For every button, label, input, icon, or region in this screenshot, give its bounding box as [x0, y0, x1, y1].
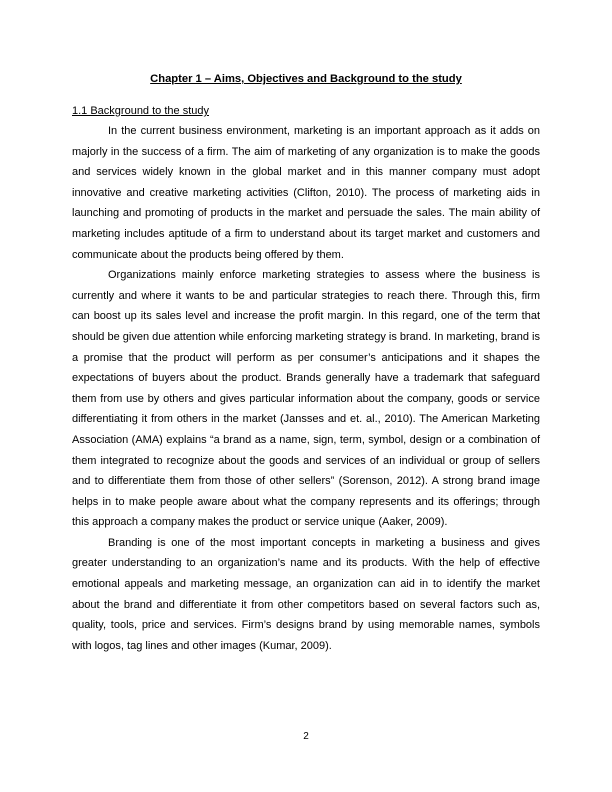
chapter-title: Chapter 1 – Aims, Objectives and Background to the study: [150, 73, 462, 85]
paragraph: Branding is one of the most important concepts in marketing a business and gives greater understanding to an organization’s name and its products. With the help of effective emotional appeals and marketing message, an organization can aid in to identify the market about the brand and differentiate it from other competitors based on several factors such as, quality, tools, price and services. Firm’s designs brand by using memorable names, symbols with logos, tag lines and other images (Kumar, 2009).: [72, 536, 540, 652]
section-heading: 1.1 Background to the study: [72, 105, 209, 117]
page-number: 2: [303, 731, 309, 742]
paragraph: In the current business environment, marketing is an important approach as it adds on majorly in the success of a firm. The aim of marketing of any organization is to make the goods and services widely known in the global market and in this manner company must adopt innovative and creative marketing activities (Clifton, 2010). The process of marketing aids in launching and promoting of products in the market and persuade the sales. The main ability of marketing includes aptitude of a firm to understand about its target market and customers and communicate about the products being offered by them.: [72, 125, 540, 261]
paragraph: Organizations mainly enforce marketing strategies to assess where the business is currently and where it wants to be and particular strategies to reach there. Through this, firm can boost up its sales level and increase the profit margin. In this regard, one of the term that should be given due attention while enforcing marketing strategy is brand. In marketing, brand is a promise that the product will perform as per consumer’s anticipations and it shapes the expectations of buyers about the product. Brands generally have a trademark that safeguard them from use by others and gives particular information about the company, goods or service differentiating it from others in the market (Jansses and et. al., 2010). The American Marketing Association (AMA) explains “a brand as a name, sign, term, symbol, design or a combination of them integrated to recognize about the goods and services of an individual or group of sellers and to differentiate them from those of other sellers” (Sorenson, 2012). A strong brand image helps in to make people aware about what the company represents and its offerings; through this approach a company makes the product or service unique (Aaker, 2009).: [72, 269, 540, 529]
body-text: [72, 121, 540, 656]
